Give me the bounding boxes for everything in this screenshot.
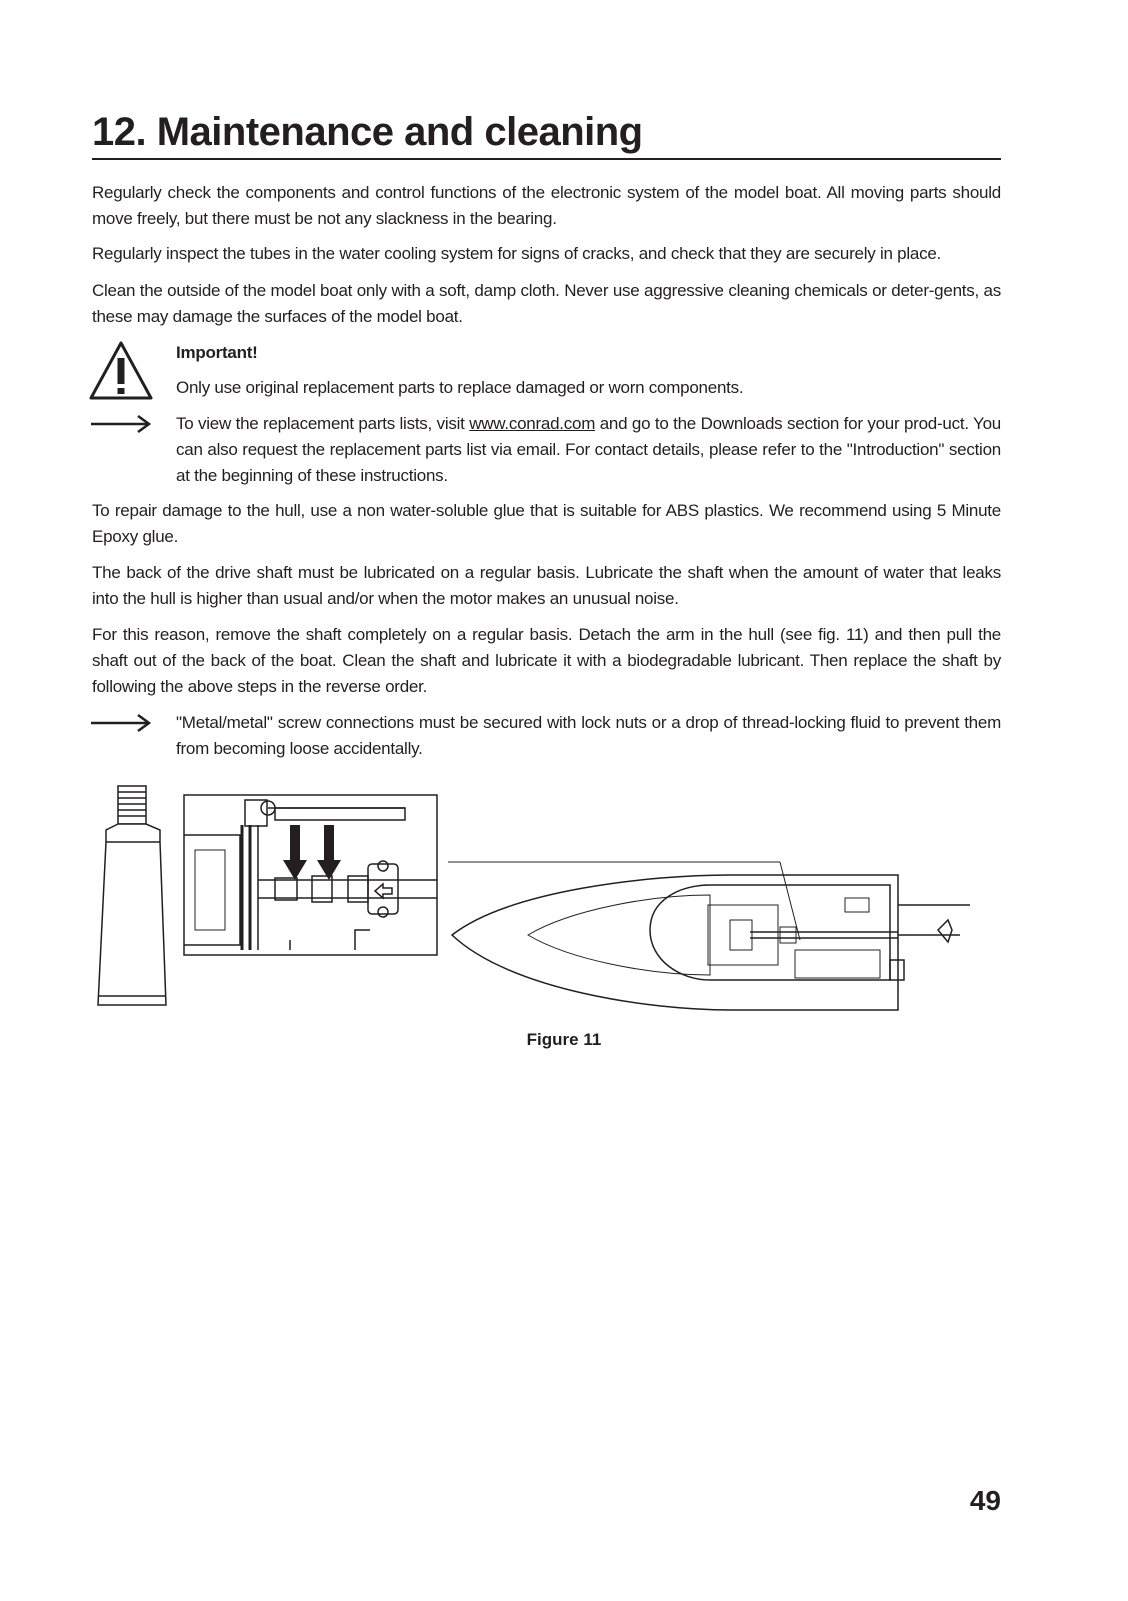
warning-triangle-icon	[88, 340, 154, 402]
paragraph-cooling-tubes: Regularly inspect the tubes in the water cooling system for signs of cracks, and check that they are securely in place.	[92, 244, 942, 263]
note-text-after-link: and go to the Downloads section for your prod-uct. You can also request the replacement parts list via email. For contact details, please refer to the "Introduction" section at the beginning of these instructions.	[176, 414, 1001, 485]
page-number: 49	[969, 1485, 1001, 1516]
paragraph-cleaning: Clean the outside of the model boat only with a soft, damp cloth. Never use aggressive cleaning chemicals or deter-gents, as these may damage the surfaces of the model boat.	[92, 281, 1001, 326]
page-title: 12. Maintenance and cleaning	[92, 108, 1001, 160]
conrad-website-link[interactable]: www.conrad.com	[469, 414, 596, 433]
right-arrow-icon	[90, 713, 152, 733]
note-text-before-link: To view the replacement parts lists, visit	[176, 414, 470, 433]
boat-top-view	[452, 875, 970, 1010]
figure-caption: Figure 11	[526, 1030, 602, 1049]
lubricant-tube-icon	[98, 786, 166, 1005]
paragraph-shaft-removal: For this reason, remove the shaft completely on a regular basis. Detach the arm in the hull (see fig. 11) and then pull the shaft out of the back of the boat. Clean the shaft and lubricate it with a biodegradable lubricant. Then replace the shaft by following the above steps in the reverse order.	[92, 625, 1001, 696]
down-arrow-icons	[283, 825, 341, 880]
paragraph-component-check: Regularly check the components and control functions of the electronic system of the model boat. All moving parts should move freely, but there must be not any slackness in the bearing.	[92, 183, 1001, 228]
shaft-detail-box	[184, 795, 437, 955]
important-text: Only use original replacement parts to replace damaged or worn components.	[176, 378, 744, 397]
right-arrow-icon	[90, 414, 152, 434]
note-screw-connections: "Metal/metal" screw connections must be secured with lock nuts or a drop of thread-locking fluid to prevent them from becoming loose accidentally.	[176, 713, 1001, 758]
note-replacement-parts	[176, 411, 1001, 489]
figure-11-illustration	[90, 780, 1010, 1020]
important-heading: Important!	[176, 343, 258, 362]
paragraph-drive-shaft: The back of the drive shaft must be lubricated on a regular basis. Lubricate the shaft when the amount of water that leaks into the hull is higher than usual and/or when the motor makes an unusual noise.	[92, 563, 1001, 608]
paragraph-hull-repair: To repair damage to the hull, use a non water-soluble glue that is suitable for ABS plastics. We recommend using 5 Minute Epoxy glue.	[92, 501, 1001, 546]
